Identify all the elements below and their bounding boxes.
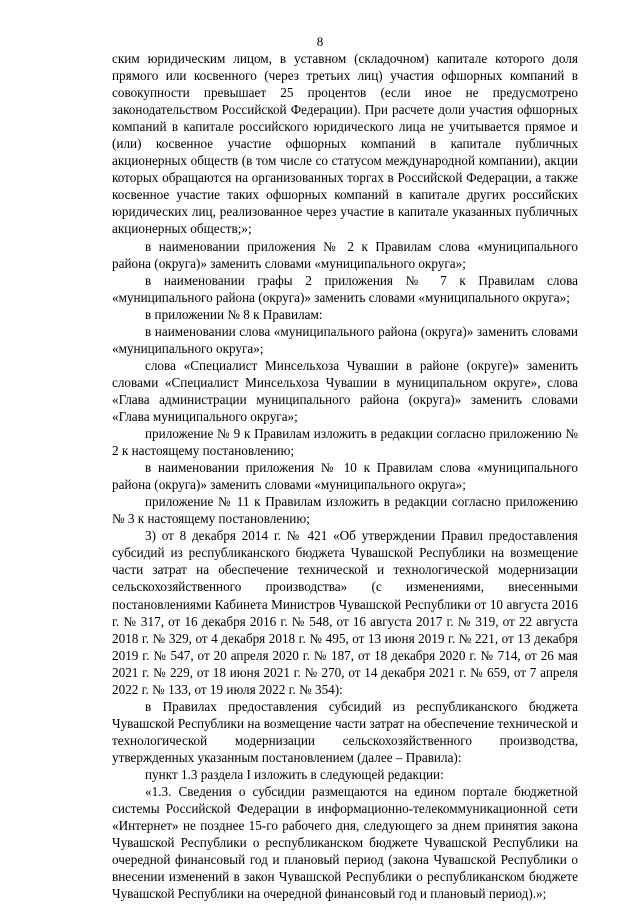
paragraph: в Правилах предоставления субсидий из республиканского бюджета Чувашской Республики на возмещение части затрат на обеспечение технической и технологической модернизации сельскохозяйственного производства, утвержденных указанным постановлением (далее – Правила): <box>112 698 578 765</box>
paragraph: «1.3. Сведения о субсидии размещаются на едином портале бюджетной системы Российской Федерации в информационно-телекоммуникационной сети «Интернет» не позднее 15-го рабочего дня, следующего за днем принятия закона Чувашской Республики о республиканском бюджете Чувашской Республики на очередной финансовый год и плановый период (закона Чувашской Республики о внесении изменений в закон Чувашской Республики о республиканском бюджете Чувашской Республики на очередной финансовый год и плановый период).»; <box>112 784 578 902</box>
page-number: 8 <box>316 34 324 49</box>
paragraph: приложение № 9 к Правилам изложить в редакции согласно приложению № 2 к настоящему постановлению; <box>112 426 578 459</box>
paragraph: в наименовании графы 2 приложения № 7 к Правилам слова «муниципального района (округа)» заменить словами «муниципального округа»; <box>112 272 578 305</box>
paragraph: в наименовании приложения № 2 к Правилам слова «муниципального района (округа)» заменить словами «муниципального округа»; <box>112 238 578 271</box>
paragraph: в приложении № 8 к Правилам: <box>145 306 323 322</box>
paragraph: слова «Специалист Минсельхоза Чувашии в районе (округе)» заменить словами «Специалист Минсельхоза Чувашии в муниципальном округе», слова «Глава администрации муниципального района (округа)» заменить словами «Глава муниципального округа»; <box>112 357 578 424</box>
paragraph: в наименовании слова «муниципального района (округа)» заменить словами «муниципального округа»; <box>112 323 578 356</box>
paragraph: приложение № 11 к Правилам изложить в редакции согласно приложению № 3 к настоящему постановлению; <box>112 494 578 527</box>
paragraph: 3) от 8 декабря 2014 г. № 421 «Об утверждении Правил предоставления субсидий из республиканского бюджета Чувашской Республики на возмещение части затрат на обеспечение технической и технологической модернизации сельскохозяйственного производства» (с изменениями, внесенными постановлениями Кабинета Министров Чувашской Республики от 10 августа 2016 г. № 317, от 16 декабря 2016 г. № 548, от 16 августа 2017 г. № 319, от 22 августа 2018 г. № 329, от 4 декабря 2018 г. № 495, от 13 июня 2019 г. № 221, от 13 декабря 2019 г. № 547, от 20 апреля 2020 г. № 187, от 18 декабря 2020 г. № 714, от 26 мая 2021 г. № 229, от 18 июня 2021 г. № 270, от 14 декабря 2021 г. № 659, от 7 апреля 2022 г. № 133, от 19 июля 2022 г. № 354): <box>112 528 578 697</box>
paragraph-continuation: ским юридическим лицом, в уставном (складочном) капитале которого доля прямого или косвенного (через третьих лиц) участия офшорных компаний в совокупности превышает 25 процентов (если иное не предусмотрено законодательством Российской Федерации). При расчете доли участия офшорных компаний в капитале российского юридического лица не учитывается прямое и (или) косвенное участие офшорных компаний в капитале публичных акционерных обществ (в том числе со статусом международной компании), акции которых обращаются на организованных торгах в Российской Федерации, а также косвенное участие таких офшорных компаний в капитале других российских юридических лиц, реализованное через участие в капитале указанных публичных акционерных обществ;»; <box>112 51 578 237</box>
paragraph: пункт 1.3 раздела I изложить в следующей редакции: <box>145 766 444 782</box>
paragraph: в наименовании приложения № 10 к Правилам слова «муниципального района (округа)» заменить словами «муниципального округа»; <box>112 460 578 493</box>
document-body <box>112 50 578 902</box>
